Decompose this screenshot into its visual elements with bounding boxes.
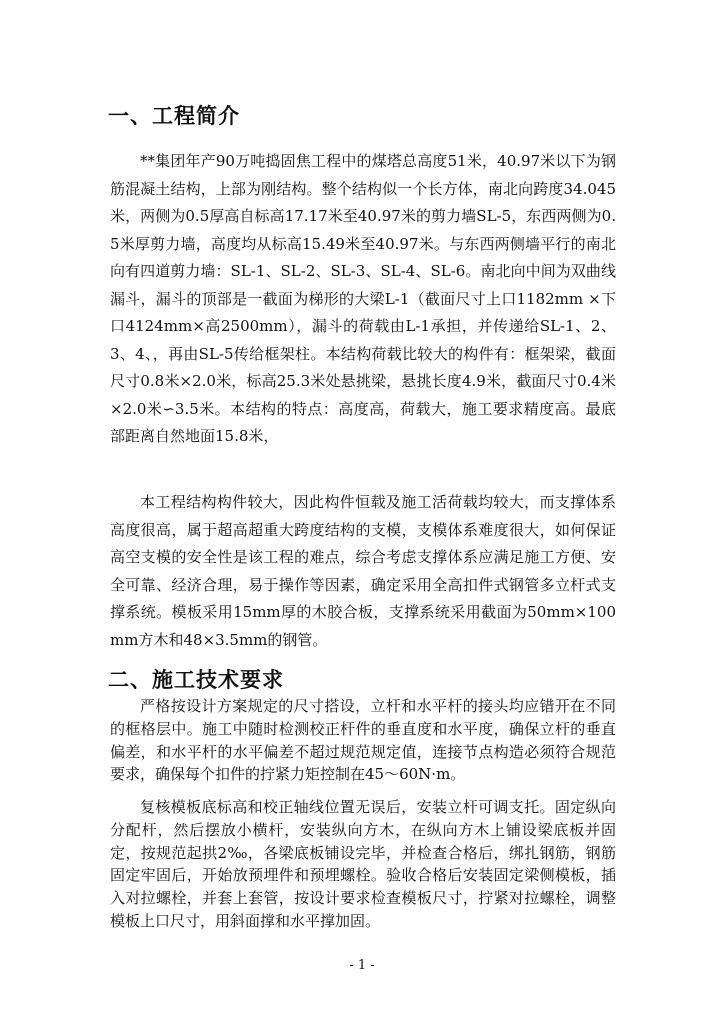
paragraph-project-description: **集团年产90万吨捣固焦工程中的煤塔总高度51米，40.97米以下为钢筋混凝土结构，上部为刚结构。整个结构似一个长方体，南北向跨度34.045米，两侧为0.5厚高自标高17.17米至40.97米的剪力墙SL-5，东西两侧为0.5米厚剪力墙，高度均从标高15.49米至40.97米。与东西两侧墙平行的南北向有四道剪力墙：SL-1、SL-2、SL-3、SL-4、SL-6。南北向中间为双曲线漏斗，漏斗的顶部是一截面为梯形的大梁L-1（截面尺寸上口1182mm ×下口4124mm×高2500mm），漏斗的荷载由L-1承担，并传递给SL-1、2、3、4、，再由SL-5传给框架柱。本结构荷载比较大的构件有：框架梁，截面尺寸0.8米×2.0米，标高25.3米处悬挑梁，悬挑长度4.9米，截面尺寸0.4米×2.0米∽3.5米。本结构的特点：高度高，荷载大，施工要求精度高。最底部距离自然地面15.8米， <box>110 152 616 445</box>
paragraph-formwork-procedure: 复核模板底标高和校正轴线位置无误后，安装立杆可调支托。固定纵向分配杆，然后摆放小横杆，安装纵向方木，在纵向方木上铺设梁底板并固定，按规范起拱2‰，各梁底板铺设完毕，并检查合格后，绑扎钢筋，钢筋固定牢固后，开始放预埋件和预埋螺栓。验收合格后安装固定梁侧模板，插入对拉螺栓，并套上套管，按设计要求检查模板尺寸，拧紧对拉螺栓，调整模板上口尺寸，用斜面撑和水平撑加固。 <box>110 798 616 930</box>
section-heading-technical-requirements: 二、施工技术要求 <box>108 668 284 692</box>
page-number: - 1 - <box>349 958 375 973</box>
paragraph-support-system: 本工程结构构件较大，因此构件恒载及施工活荷载均较大，而支撑体系高度很高，属于超高超重大跨度结构的支模，支模体系难度很大，如何保证高空支模的安全性是该工程的难点，综合考虑支撑体系应满足施工方便、安全可靠、经济合理，易于操作等因素，确定采用全高扣件式钢管多立杆式支撑系统。模板采用15mm厚的木胶合板，支撑系统采用截面为50mm×100mm方木和48×3.5mm的钢管。 <box>110 493 616 649</box>
section-heading-project-overview: 一、工程简介 <box>108 104 240 128</box>
paragraph-erection-requirements: 严格按设计方案规定的尺寸搭设，立杆和水平杆的接头均应错开在不同的框格层中。施工中随时检测校正杆件的垂直度和水平度，确保立杆的垂直偏差，和水平杆的水平偏差不超过规范规定值，连接节点构造必须符合规范要求，确保每个扣件的拧紧力矩控制在45～60N·m。 <box>110 697 616 784</box>
